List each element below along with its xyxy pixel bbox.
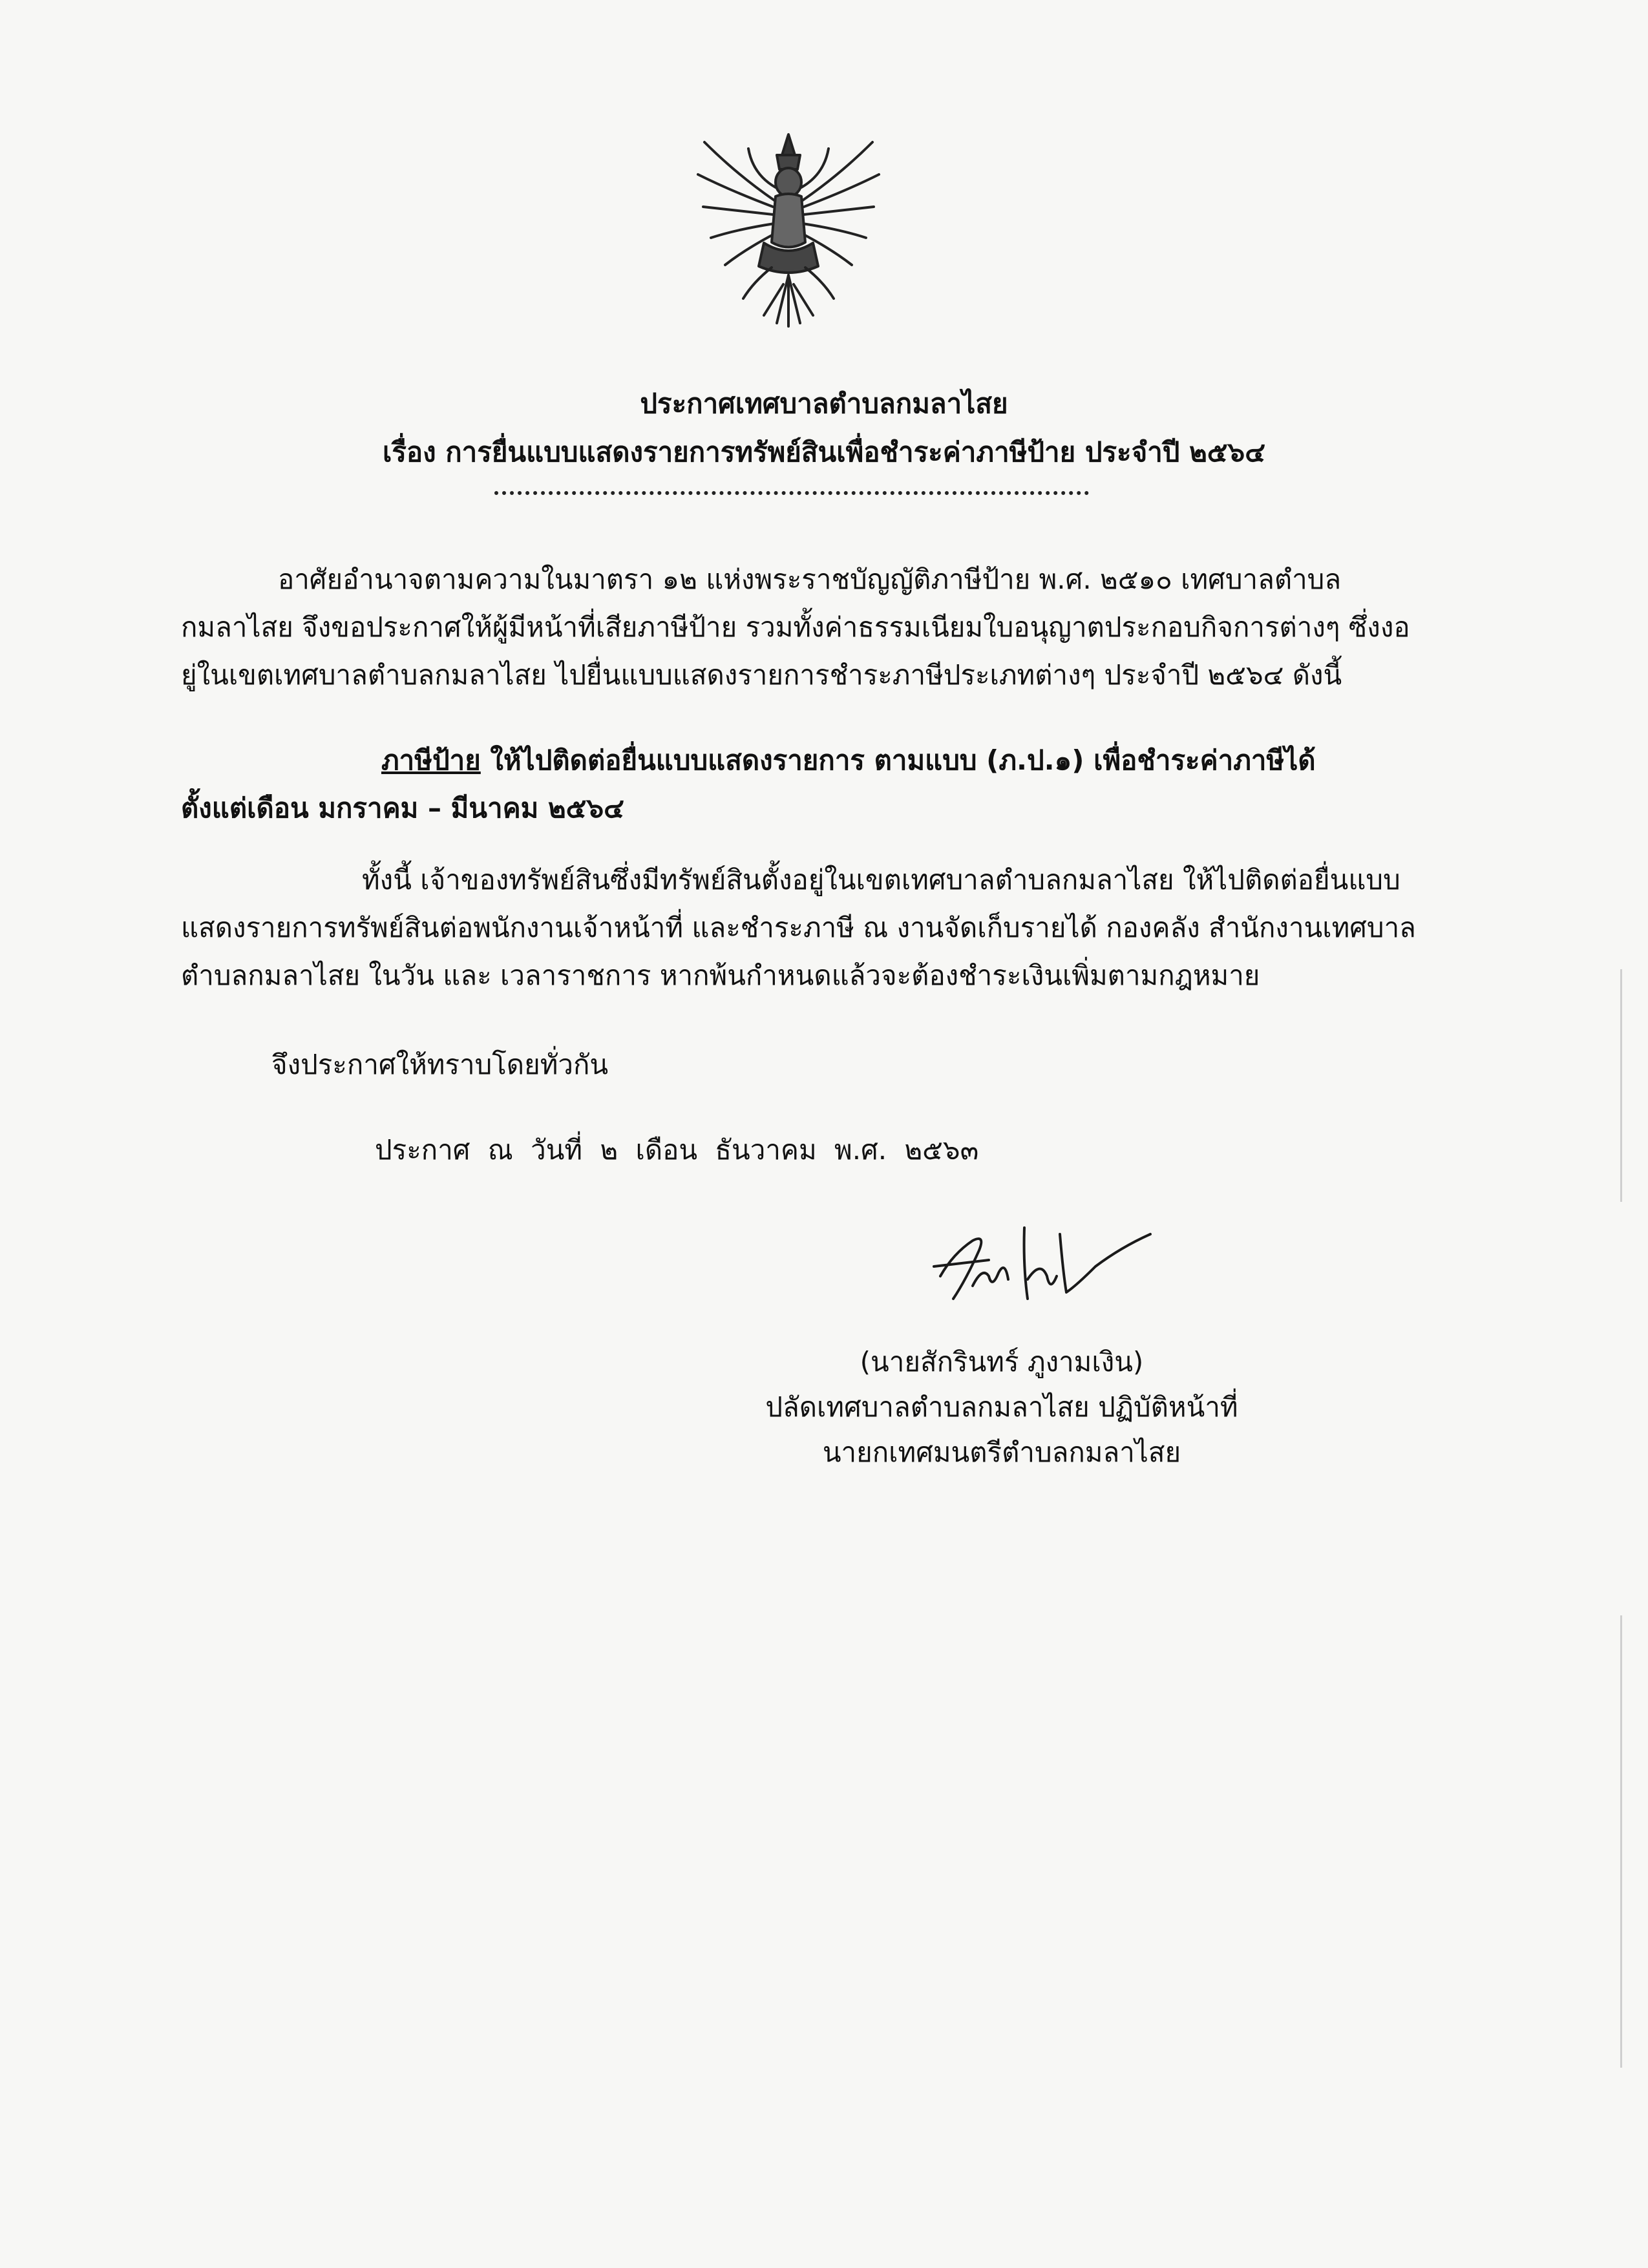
authority-paragraph xyxy=(181,556,1410,699)
paragraph-line: ยู่ในเขตเทศบาลตำบลกมลาไสย ไปยื่นแบบแสดงรายการชำระภาษีประเภทต่างๆ ประจำปี ๒๕๖๔ ดังนี้ xyxy=(181,659,1342,691)
announcement-title: ประกาศเทศบาลตำบลกมลาไสย xyxy=(640,388,1008,419)
owner-obligation-paragraph xyxy=(181,856,1416,1000)
announcement-subject: เรื่อง การยื่นแบบแสดงรายการทรัพย์สินเพื่อชำระค่าภาษีป้าย ประจำปี ๒๕๖๔ xyxy=(382,436,1265,468)
filing-period: ตั้งแต่เดือน มกราคม – มีนาคม ๒๕๖๔ xyxy=(181,792,624,824)
handwritten-signature xyxy=(927,1215,1160,1312)
paragraph-line: อาศัยอำนาจตามความในมาตรา ๑๒ แห่งพระราชบัญญัติภาษีป้าย พ.ศ. ๒๕๑๐ เทศบาลตำบล xyxy=(278,563,1342,595)
signage-tax-paragraph xyxy=(181,737,1389,832)
signatory-name: (นายสักรินทร์ ภูงามเงิน) xyxy=(860,1346,1144,1378)
announcement-date: ประกาศ ณ วันที่ ๒ เดือน ธันวาคม พ.ศ. ๒๕๖๓ xyxy=(375,1134,979,1166)
signatory-position: ปลัดเทศบาลตำบลกมลาไสย ปฏิบัติหน้าที่ xyxy=(765,1391,1238,1423)
scan-edge-mark xyxy=(1620,969,1622,1202)
signage-tax-instruction: ให้ไปติดต่อยื่นแบบแสดงรายการ ตามแบบ (ภ.ป.๑) เพื่อชำระค่าภาษีได้ xyxy=(480,744,1316,776)
signatory-acting-for: นายกเทศมนตรีตำบลกมลาไสย xyxy=(822,1436,1181,1468)
paragraph-line: แสดงรายการทรัพย์สินต่อพนักงานเจ้าหน้าที่ และชำระภาษี ณ งานจัดเก็บรายได้ กองคลัง สำนักงานเทศบาล xyxy=(181,912,1416,943)
paragraph-line xyxy=(181,737,1389,784)
closing-statement: จึงประกาศให้ทราบโดยทั่วกัน xyxy=(271,1049,609,1080)
paragraph-line: ทั้งนี้ เจ้าของทรัพย์สินซึ่งมีทรัพย์สินตั้งอยู่ในเขตเทศบาลตำบลกมลาไสย ให้ไปติดต่อยื่นแบบ xyxy=(362,864,1400,896)
signage-tax-label: ภาษีป้าย xyxy=(381,744,481,776)
garuda-emblem-icon xyxy=(692,129,885,330)
dotted-separator xyxy=(494,491,1089,495)
scan-edge-mark xyxy=(1620,1615,1622,2068)
paragraph-line: ตำบลกมลาไสย ในวัน และ เวลาราชการ หากพ้นกำหนดแล้วจะต้องชำระเงินเพิ่มตามกฎหมาย xyxy=(181,960,1260,991)
paragraph-line: กมลาไสย จึงขอประกาศให้ผู้มีหน้าที่เสียภาษีป้าย รวมทั้งค่าธรรมเนียมใบอนุญาตประกอบกิจการต่างๆ ซึ่งงอ xyxy=(181,611,1410,643)
